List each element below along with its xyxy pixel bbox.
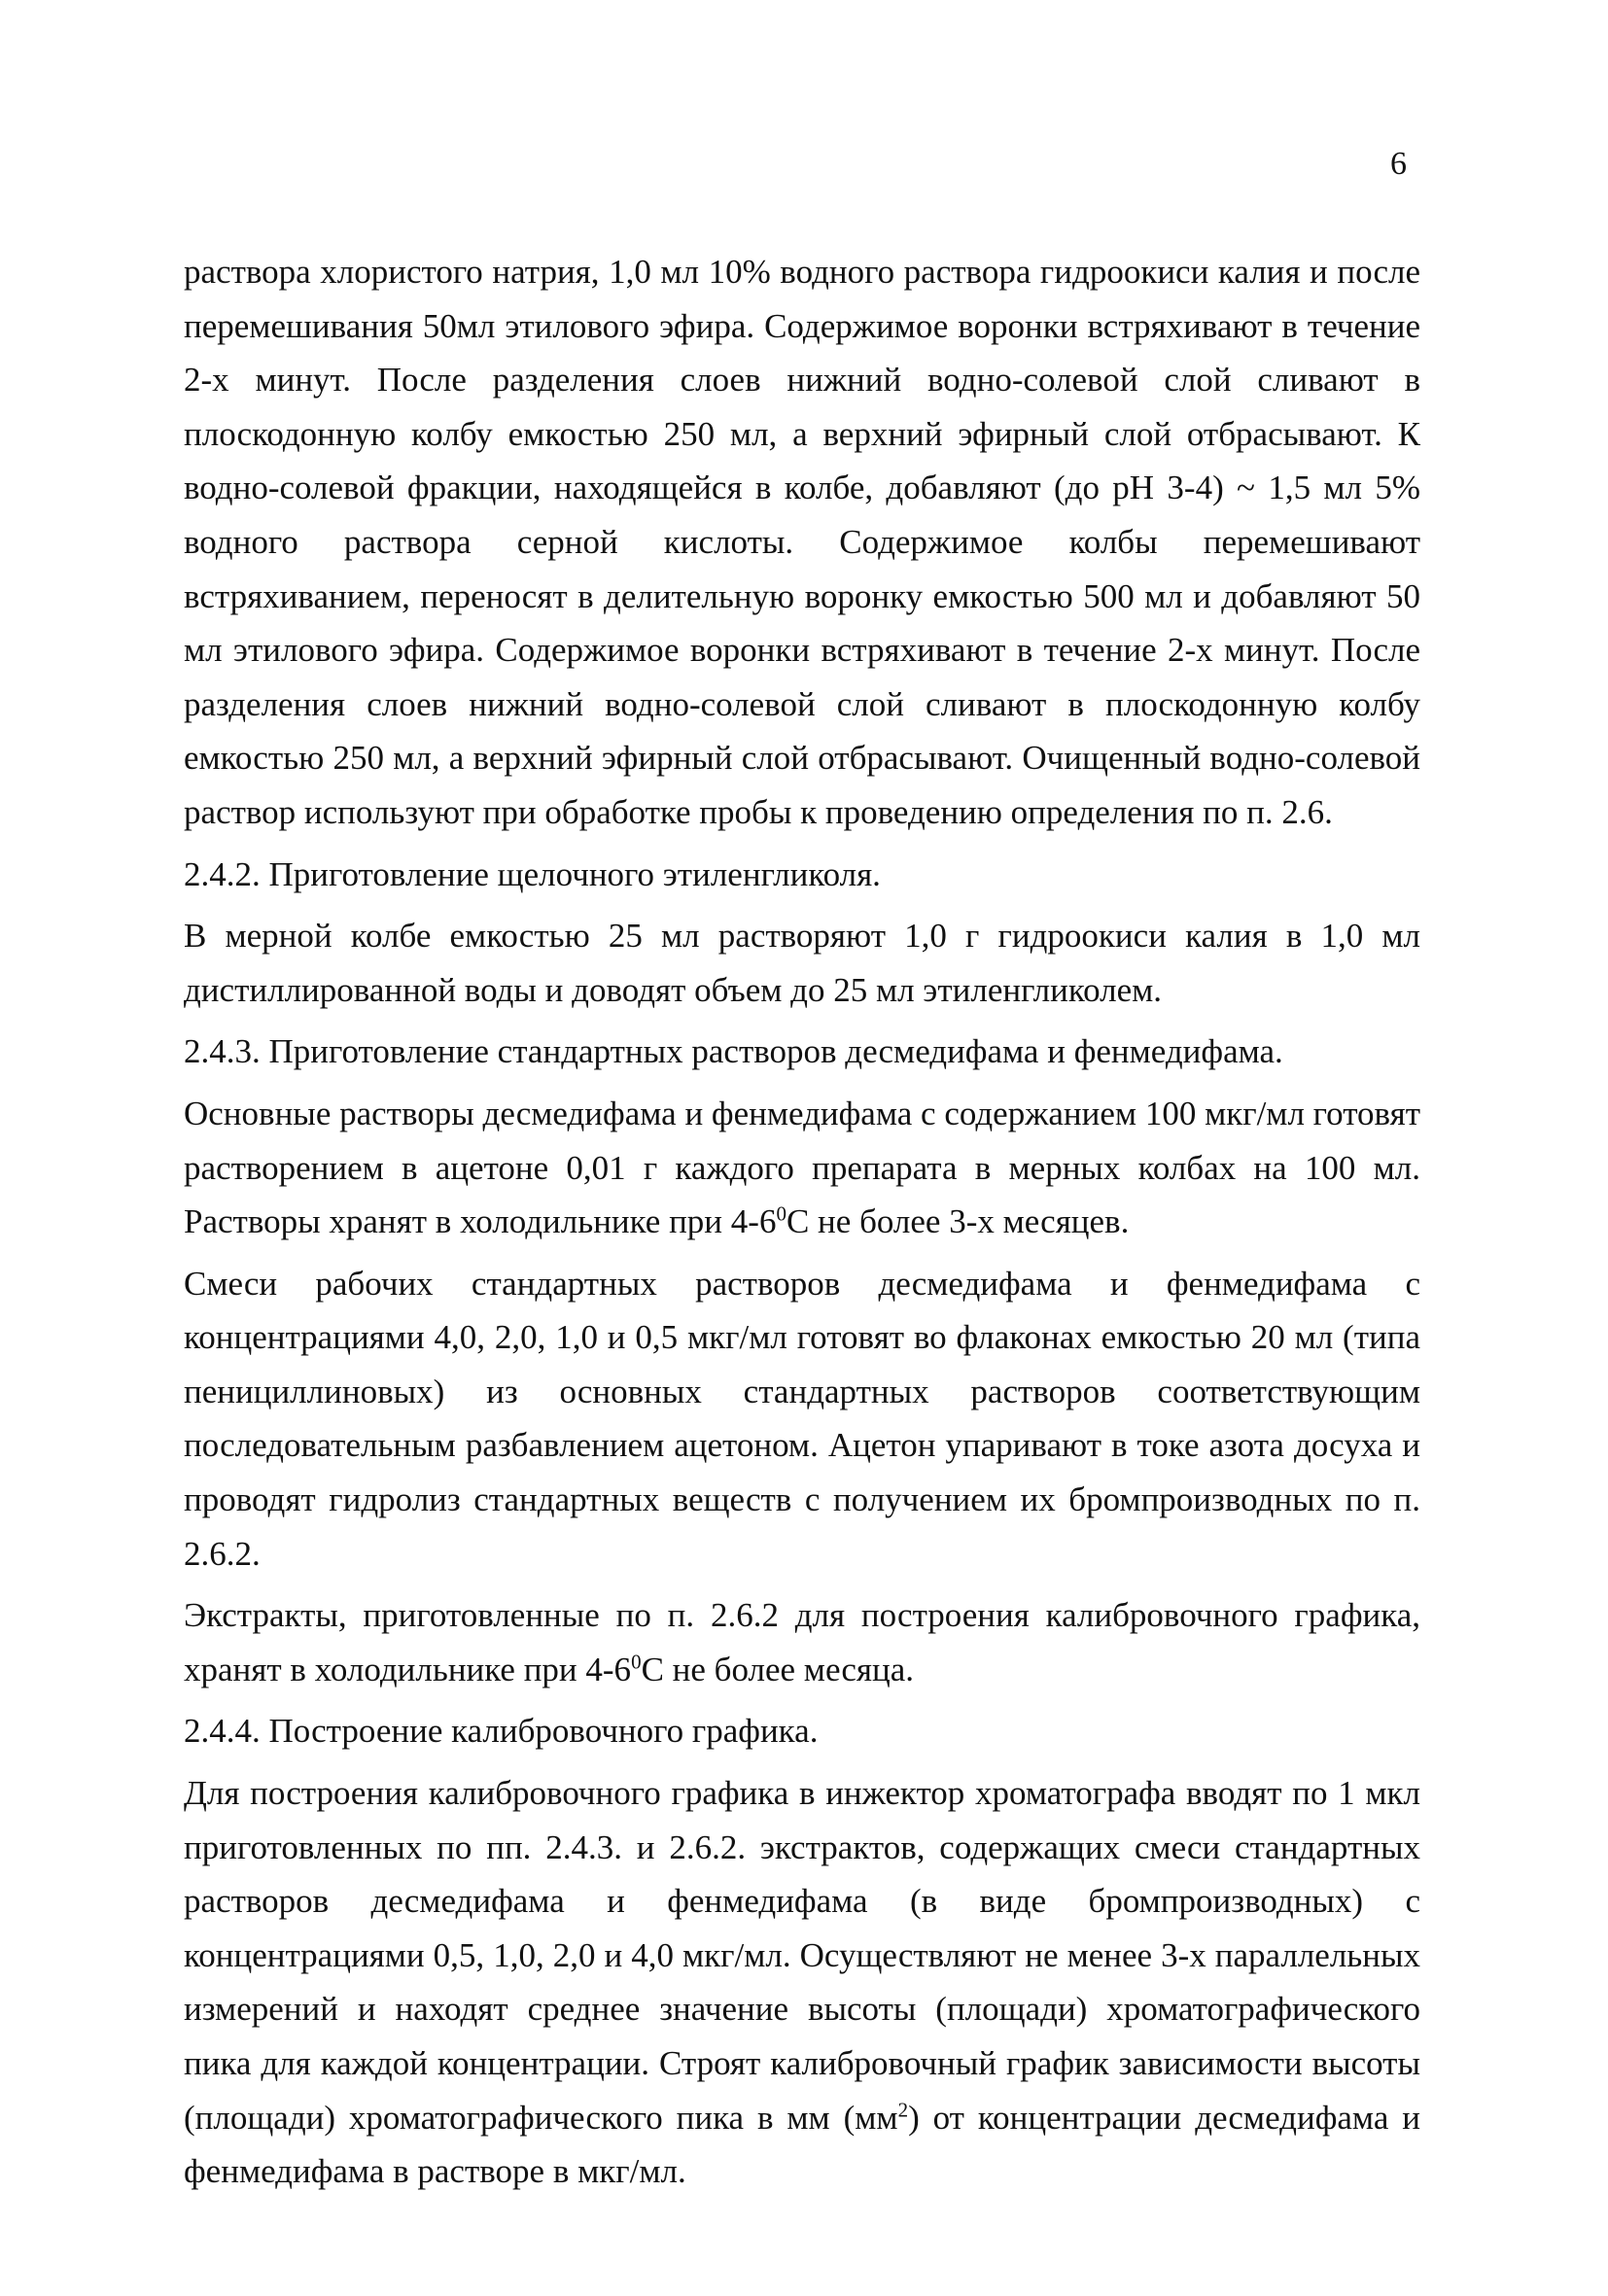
paragraph-extract-storage	[184, 1588, 1420, 1696]
paragraph-calibration-curve	[184, 1766, 1420, 2199]
degree-superscript: 0	[631, 1650, 642, 1674]
calibration-text: Для построения калибровочного графика в инжектор хроматографа вводят по 1 мкл приготовленных по пп. 2.4.3. и 2.6.2. экстрактов, содержащих смеси стандартных растворов десмедифама и фенмедифама (в виде бромпроизводных) с концентрациями 0,5, 1,0, 2,0 и 4,0 мкг/мл. Осуществляют не менее 3-х параллельных измерений и находят среднее значение высоты (площади) хроматографического пика для каждой концентрации. Строят калибровочный график зависимости высоты (площади) хроматографического пика в мм (мм	[184, 1774, 1420, 2137]
squared-superscript: 2	[897, 2097, 909, 2121]
paragraph-working-standards: Смеси рабочих стандартных растворов десмедифама и фенмедифама с концентрациями 4,0, 2,0, 1,0 и 0,5 мкг/мл готовят во флаконах емкостью 20 мл (типа пенициллиновых) из основных стандартных растворов соответствующим последовательным разбавлением ацетоном. Ацетон упаривают в токе азота досуха и проводят гидролиз стандартных веществ с получением их бромпроизводных по п. 2.6.2.	[184, 1264, 1420, 1573]
paragraph-stock-solutions	[184, 1087, 1420, 1249]
section-heading-2-4-3: 2.4.3. Приготовление стандартных растворов десмедифама и фенмедифама.	[184, 1032, 1283, 1071]
stock-solutions-text: Основные растворы десмедифама и фенмедифама с содержанием 100 мкг/мл готовят растворением в ацетоне 0,01 г каждого препарата в мерных колбах на 100 мл. Растворы хранят в холодильнике при 4-6	[184, 1094, 1420, 1241]
paragraph-extraction-procedure: раствора хлористого натрия, 1,0 мл 10% водного раствора гидроокиси калия и после перемешивания 50мл этилового эфира. Содержимое воронки встряхивают в течение 2-х минут. После разделения слоев нижний водно-солевой слой сливают в плоскодонную колбу емкостью 250 мл, а верхний эфирный слой отбрасывают. К водно-солевой фракции, находящейся в колбе, добавляют (до pH 3-4) ~ 1,5 мл 5% водного раствора серной кислоты. Содержимое колбы перемешивают встряхиванием, переносят в делительную воронку емкостью 500 мл и добавляют 50 мл этилового эфира. Содержимое воронки встряхивают в течение 2-х минут. После разделения слоев нижний водно-солевой слой сливают в плоскодонную колбу емкостью 250 мл, а верхний эфирный слой отбрасывают. Очищенный водно-солевой раствор используют при обработке пробы к проведению определения по п. 2.6.	[184, 253, 1420, 831]
stock-solutions-text-end: С не более 3-х месяцев.	[786, 1202, 1130, 1241]
extract-storage-text-end: С не более месяца.	[641, 1650, 915, 1688]
degree-superscript: 0	[776, 1201, 787, 1226]
calibration-text-end: ) от концентрации десмедифама и фенмедифама в растворе в мкг/мл.	[184, 2098, 1420, 2191]
document-body	[184, 245, 1420, 2199]
page-number: 6	[1390, 146, 1407, 182]
paragraph-alkaline-ethylene-glycol: В мерной колбе емкостью 25 мл растворяют 1,0 г гидроокиси калия в 1,0 мл дистиллированной воды и доводят объем до 25 мл этиленгликолем.	[184, 917, 1420, 1009]
section-heading-2-4-2: 2.4.2. Приготовление щелочного этиленгликоля.	[184, 854, 881, 893]
section-heading-2-4-4: 2.4.4. Построение калибровочного графика.	[184, 1712, 819, 1751]
extract-storage-text: Экстракты, приготовленные по п. 2.6.2 для построения калибровочного графика, хранят в холодильнике при 4-6	[184, 1596, 1420, 1688]
